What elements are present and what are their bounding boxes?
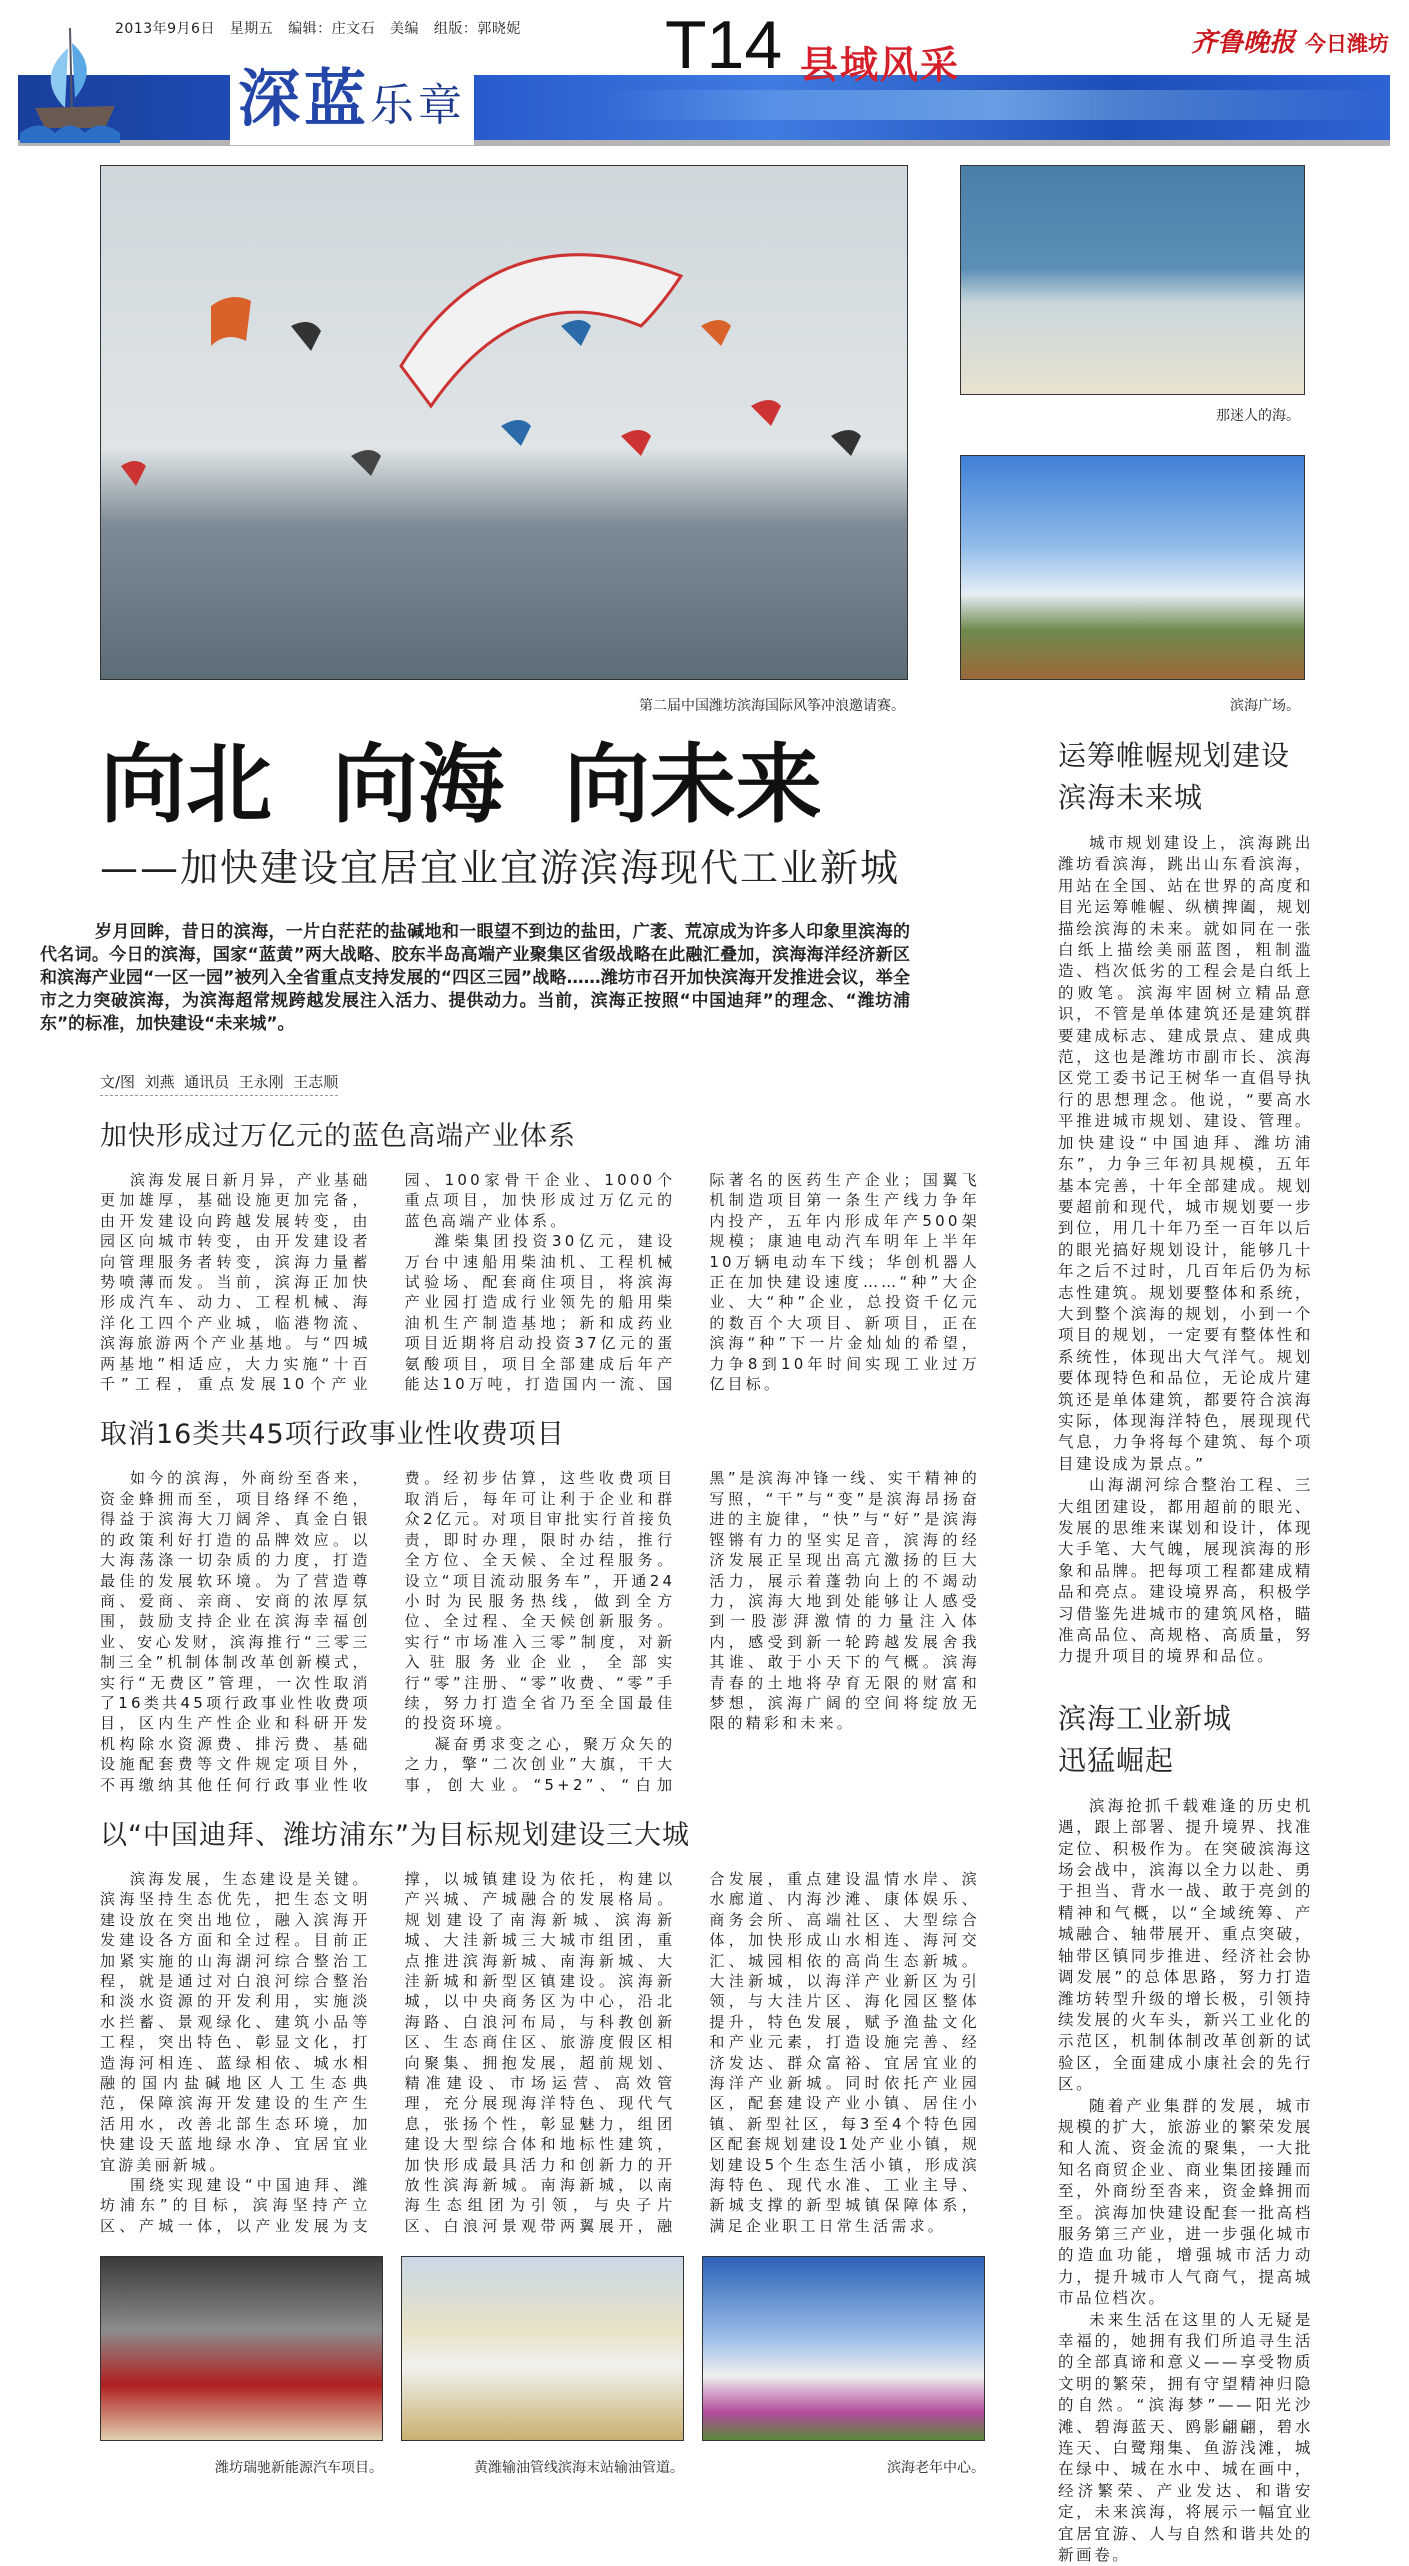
main-article [40, 735, 1000, 2477]
brand-sub: 乐章 [370, 80, 467, 131]
paragraph: 滨海发展，生态建设是关键。滨海坚持生态优先，把生态文明建设放在突出地位，融入滨海开发建设各方面和全过程。目前正加紧实施的山海湖河综合整治工程，就是通过对白浪河综合整治和淡水资源的开发利用，实施淡水拦蓄、景观绿化、建筑小品等工程，突出特色、彰显文化，打造海河相连、蓝绿相依、城水相融的国内盐碱地区人工生态典范，保障滨海开发建设的生产生活用水，改善北部生态环境，加快建设天蓝地绿水净、宜居宜业宜游美丽新城。 [100, 1869, 371, 2174]
newspaper-logo: 齐鲁晚报 [1190, 28, 1295, 58]
sidebar-heading-line: 迅猛崛起 [1058, 1743, 1175, 1777]
section-body [100, 1170, 980, 1394]
paragraph: 凝奋勇求变之心，聚万众矢的之力，擎“二次创业”大旗，干大事，创大业。“5+2”、“白加黑”是滨海冲锋一线、实干精神的写照，“干”与“变”是滨海昂扬奋进的主旋律，“快”与“好”是滨海铿锵有力的坚实足音，滨海的经济发展正呈现出高亢激扬的巨大活力，展示着蓬勃向上的不竭动力，滨海大地到处能够让人感受到一股澎湃激情的力量注入体内，感受到新一轮跨越发展舍我其谁、敢于小天下的气概。滨海青春的土地将孕育无限的财富和梦想，滨海广阔的空间将绽放无限的精彩和未来。 [404, 1469, 980, 1794]
paragraph: 未来生活在这里的人无疑是幸福的，她拥有我们所追寻生活的全部真谛和意义——享受物质文明的繁荣，拥有守望精神归隐的自然。“滨海梦”——阳光沙滩、碧海蓝天、鸥影翩翩，碧水连天、白鹭翔集、鱼游浅滩，城在绿中、城在水中、城在画中，经济繁荣、产业发达、和谐安定，未来滨海，将展示一幅宜业宜居宜游、人与自然和谐共处的新画卷。 [1058, 2310, 1313, 2565]
section-title: 县域风采 [800, 43, 961, 87]
beach-photo-caption: 那迷人的海。 [1216, 408, 1300, 424]
paragraph: 滨海发展日新月异，产业基础更加雄厚，基础设施更加完备，由开发建设向跨越发展转变，由园区向城市转变，由开发建设者向管理服务者转变，滨海力量蓄势喷薄而发。当前，滨海正加快形成汽车、动力、工程机械、海洋化工四个产业城，临港物流、滨海旅游两个产业基地。与“四城两基地”相适应，大力实施“十百千”工程，重点发展10个产业园、100家骨干企业、1000个重点项目，加快形成过万亿元的蓝色高端产业体系。 [100, 1171, 676, 1394]
banner-shine [600, 90, 1390, 120]
article-headline: 向北 向海 向未来 [100, 735, 822, 835]
senior-center-photo [702, 2256, 985, 2441]
paragraph: 山海湖河综合整治工程、三大组团建设，都用超前的眼光、发展的思维来谋划和设计，体现大手笔、大气魄，展现滨海的形象和品牌。把每项工程都建成精品和亮点。建设境界高，积极学习借鉴先进城市的建筑风格，瞄准高品位、高规格、高质量，努力提升项目的境界和品位。 [1058, 1476, 1313, 1666]
paragraph: 城市规划建设上，滨海跳出潍坊看滨海，跳出山东看滨海，用站在全国、站在世界的高度和目光运筹帷幄、纵横捭阖，规划描绘滨海的未来。就如同在一张白纸上描绘美丽蓝图，粗制滥造、档次低劣的工程会是白纸上的败笔。滨海牢固树立精品意识，不管是单体建筑还是建筑群要建成标志、建成景点、建成典范，这也是潍坊市副市长、滨海区党工委书记王树华一直倡导执行的思想理念。他说，“要高水平推进城市规划、建设、管理。加快建设“中国迪拜、潍坊浦东”，力争三年初具规模，五年基本完善，十年全部建成。规划要超前和现代，城市规划要一步到位，用几十年乃至一百年以后的眼光搞好规划设计，能够几十年之后不过时，几百年后仍为标志性建筑。规划要整体和系统，大到整个滨海的规划，小到一个项目的规划，一定要有整体性和系统性，体现出大气洋气。规划要体现特色和品位，无论成片建筑还是单体建筑，都要符合滨海实际，体现海洋特色，展现现代气息，力争将每个建筑、每个项目建设成为景点。” [1058, 834, 1313, 1473]
article-subtitle: ——加快建设宜居宜业宜游滨海现代工业新城 [100, 846, 901, 890]
ev-factory-photo [100, 2256, 383, 2441]
plaza-photo [960, 455, 1305, 680]
sailboat-icon [20, 28, 130, 143]
edition-name: 今日潍坊 [1305, 32, 1389, 56]
oil-pipeline-photo [401, 2256, 684, 2441]
newspaper-masthead [1191, 22, 1389, 59]
sidebar-heading [1058, 1698, 1313, 1782]
sidebar [1058, 735, 1313, 2566]
photo-caption: 滨海老年中心。 [887, 2460, 985, 2477]
kites-illustration [101, 166, 908, 680]
photo-block [702, 2256, 985, 2477]
issue-meta: 2013年9月6日 星期五 编辑：庄文石 美编 组版：郭晓妮 [115, 21, 521, 37]
kite-surfing-photo [100, 165, 908, 680]
header-divider [18, 140, 1390, 146]
sidebar-heading-line: 滨海未来城 [1058, 781, 1204, 814]
paragraph: 潍柴集团投资30亿元，建设万台中速船用柴油机、工程机械试验场、配套商住项目，将滨海产业园打造成行业领先的船用柴油机生产制造基地；新和成药业项目近期将启动投资37亿元的蛋氨酸项目，项目全部建成后年产能达10万吨，打造国内一流、国际著名的医药生产企业；国翼飞机制造项目第一条生产线力争年内投产，五年内形成年产500架规模；康迪电动汽车明年上半年10万辆电动车下线；华创机器人正在加快建设速度……“种”大企业、大“种”企业，总投资千亿元的数百个大项目、新项目，正在滨海“种”下一片金灿灿的希望，力争8到10年时间实现工业过万亿目标。 [404, 1171, 980, 1394]
photo-caption: 潍坊瑞驰新能源汽车项目。 [215, 2460, 383, 2477]
section-heading: 取消16类共45项行政事业性收费项目 [100, 1419, 565, 1451]
plaza-photo-caption: 滨海广场。 [1230, 698, 1300, 714]
sidebar-body [1058, 1796, 1313, 2566]
sidebar-heading [1058, 735, 1313, 819]
bottom-photo-row [100, 2256, 1000, 2477]
section-heading: 以“中国迪拜、潍坊浦东”为目标规划建设三大城 [100, 1819, 690, 1851]
page-number: T14 [665, 7, 783, 83]
paragraph: 围绕实现建设“中国迪拜、潍坊浦东”的目标，滨海坚持产立区、产城一体，以产业发展为支撑，以城镇建设为依托，构建以产兴城、产城融合的发展格局。规划建设了南海新城、滨海新城、大洼新城三大城市组团，重点推进滨海新城、南海新城、大洼新城和新型区镇建设。滨海新城，以中央商务区为中心，沿北海路、白浪河布局，与科教创新区、生态商住区、旅游度假区相向聚集、拥抱发展，超前规划、精准建设、市场运营、高效管理，充分展现海洋特色、现代气息，张扬个性，彰显魅力，组团建设大型综合体和地标性建筑，加快形成最具活力和创新力的开放性滨海新城。南海新城，以南海生态组团为引领，与央子片区、白浪河景观带两翼展开，融合发展，重点建设温情水岸、滨水廊道、内海沙滩、康体娱乐、商务会所、高端社区、大型综合体，加快形成山水相连、海河交汇、城园相依的高尚生态新城。大洼新城，以海洋产业新区为引领，与大洼片区、海化园区整体提升，特色发展，赋予渔盐文化和产业元素，打造设施完善、经济发达、群众富裕、宜居宜业的海洋产业新城。同时依托产业园区，配套建设产业小镇、居住小镇、新型社区，每3至4个特色园区配套规划建设1处产业小镇，规划建设5个生态生活小镇，形成滨海特色、现代水准、工业主导、新城支撑的新型城镇保障体系，满足企业职工日常生活需求。 [100, 1869, 980, 2235]
paragraph: 滨海抢抓千载难逢的历史机遇，跟上部署、提升境界、找准定位、积极作为。在突破滨海这场会战中，滨海以全力以赴、勇于担当、背水一战、敢于亮剑的精神和气概，以“全域统筹、产城融合、轴带展开、重点突破，轴带区镇同步推进、经济社会协调发展”的总体思路，努力打造潍坊转型升级的增长极，引领持续发展的火车头，新兴工业化的示范区，机制体制改革创新的试验区，全面建成小康社会的先行区。 [1058, 1796, 1313, 2094]
section-body [100, 1468, 980, 1795]
main-photo-caption: 第二届中国潍坊滨海国际风筝冲浪邀请赛。 [639, 698, 905, 714]
paragraph: 如今的滨海，外商纷至沓来，资金蜂拥而至，项目络绎不绝，得益于滨海大刀阔斧、真金白银的政策利好打造的品牌效应。以大海荡涤一切杂质的力度，打造最佳的发展软环境。为了营造尊商、爱商、亲商、安商的浓厚氛围，鼓励支持企业在滨海幸福创业、安心发财，滨海推行“三零三制三全”机制体制改革创新模式，实行“无费区”管理，一次性取消了16类共45项行政事业性收费项目，区内生产性企业和科研开发机构除水资源费、排污费、基础设施配套费等文件规定项目外，不再缴纳其他任何行政事业性收费。经初步估算，这些收费项目取消后，每年可让利于企业和群众2亿元。对项目审批实行首接负责，即时办理，限时办结，推行全方位、全天候、全过程服务。设立“项目流动服务车”，开通24小时为民服务热线，做到全方位、全过程、全天候创新服务。实行“市场准入三零”制度，对新入驻服务业企业，全部实行“零”注册、“零”收费、“零”手续，努力打造全省乃至全国最佳的投资环境。 [100, 1469, 676, 1794]
photo-block [401, 2256, 684, 2477]
article-intro: 岁月回眸，昔日的滨海，一片白茫茫的盐碱地和一眼望不到边的盐田，广袤、荒凉成为许多人印象里滨海的代名词。今日的滨海，国家“蓝黄”两大战略、胶东半岛高端产业聚集区省级战略在此融汇叠加，滨海海洋经济新区和滨海产业园“一区一园”被列入全省重点支持发展的“四区三园”战略……潍坊市召开加快滨海开发推进会议，举全市之力突破滨海，为滨海超常规跨越发展注入活力、提供动力。当前，滨海正按照“中国迪拜”的理念、“潍坊浦东”的标准，加快建设“未来城”。 [40, 922, 910, 1034]
sidebar-body [1058, 833, 1313, 1668]
paragraph: 随着产业集群的发展，城市规模的扩大，旅游业的繁荣发展和人流、资金流的聚集，一大批知名商贸企业、商业集团接踵而至，外商纷至沓来，资金蜂拥而至。滨海加快建设配套一批高档服务第三产业，进一步强化城市的造血功能，增强城市活力动力，提升城市人气商气，提高城市品位档次。 [1058, 2096, 1313, 2308]
section-heading: 加快形成过万亿元的蓝色高端产业体系 [100, 1121, 576, 1152]
brand-main: 深蓝 [238, 62, 371, 135]
sidebar-heading-line: 运筹帷幄规划建设 [1058, 739, 1291, 772]
sidebar-heading-line: 滨海工业新城 [1058, 1701, 1233, 1735]
section-body [100, 1869, 980, 2236]
photo-block [100, 2256, 383, 2477]
photo-caption: 黄潍输油管线滨海末站输油管道。 [474, 2460, 684, 2477]
column-brand [230, 60, 474, 145]
byline: 文/图 刘燕 通讯员 王永刚 王志顺 [100, 1071, 338, 1096]
beach-photo [960, 165, 1305, 395]
